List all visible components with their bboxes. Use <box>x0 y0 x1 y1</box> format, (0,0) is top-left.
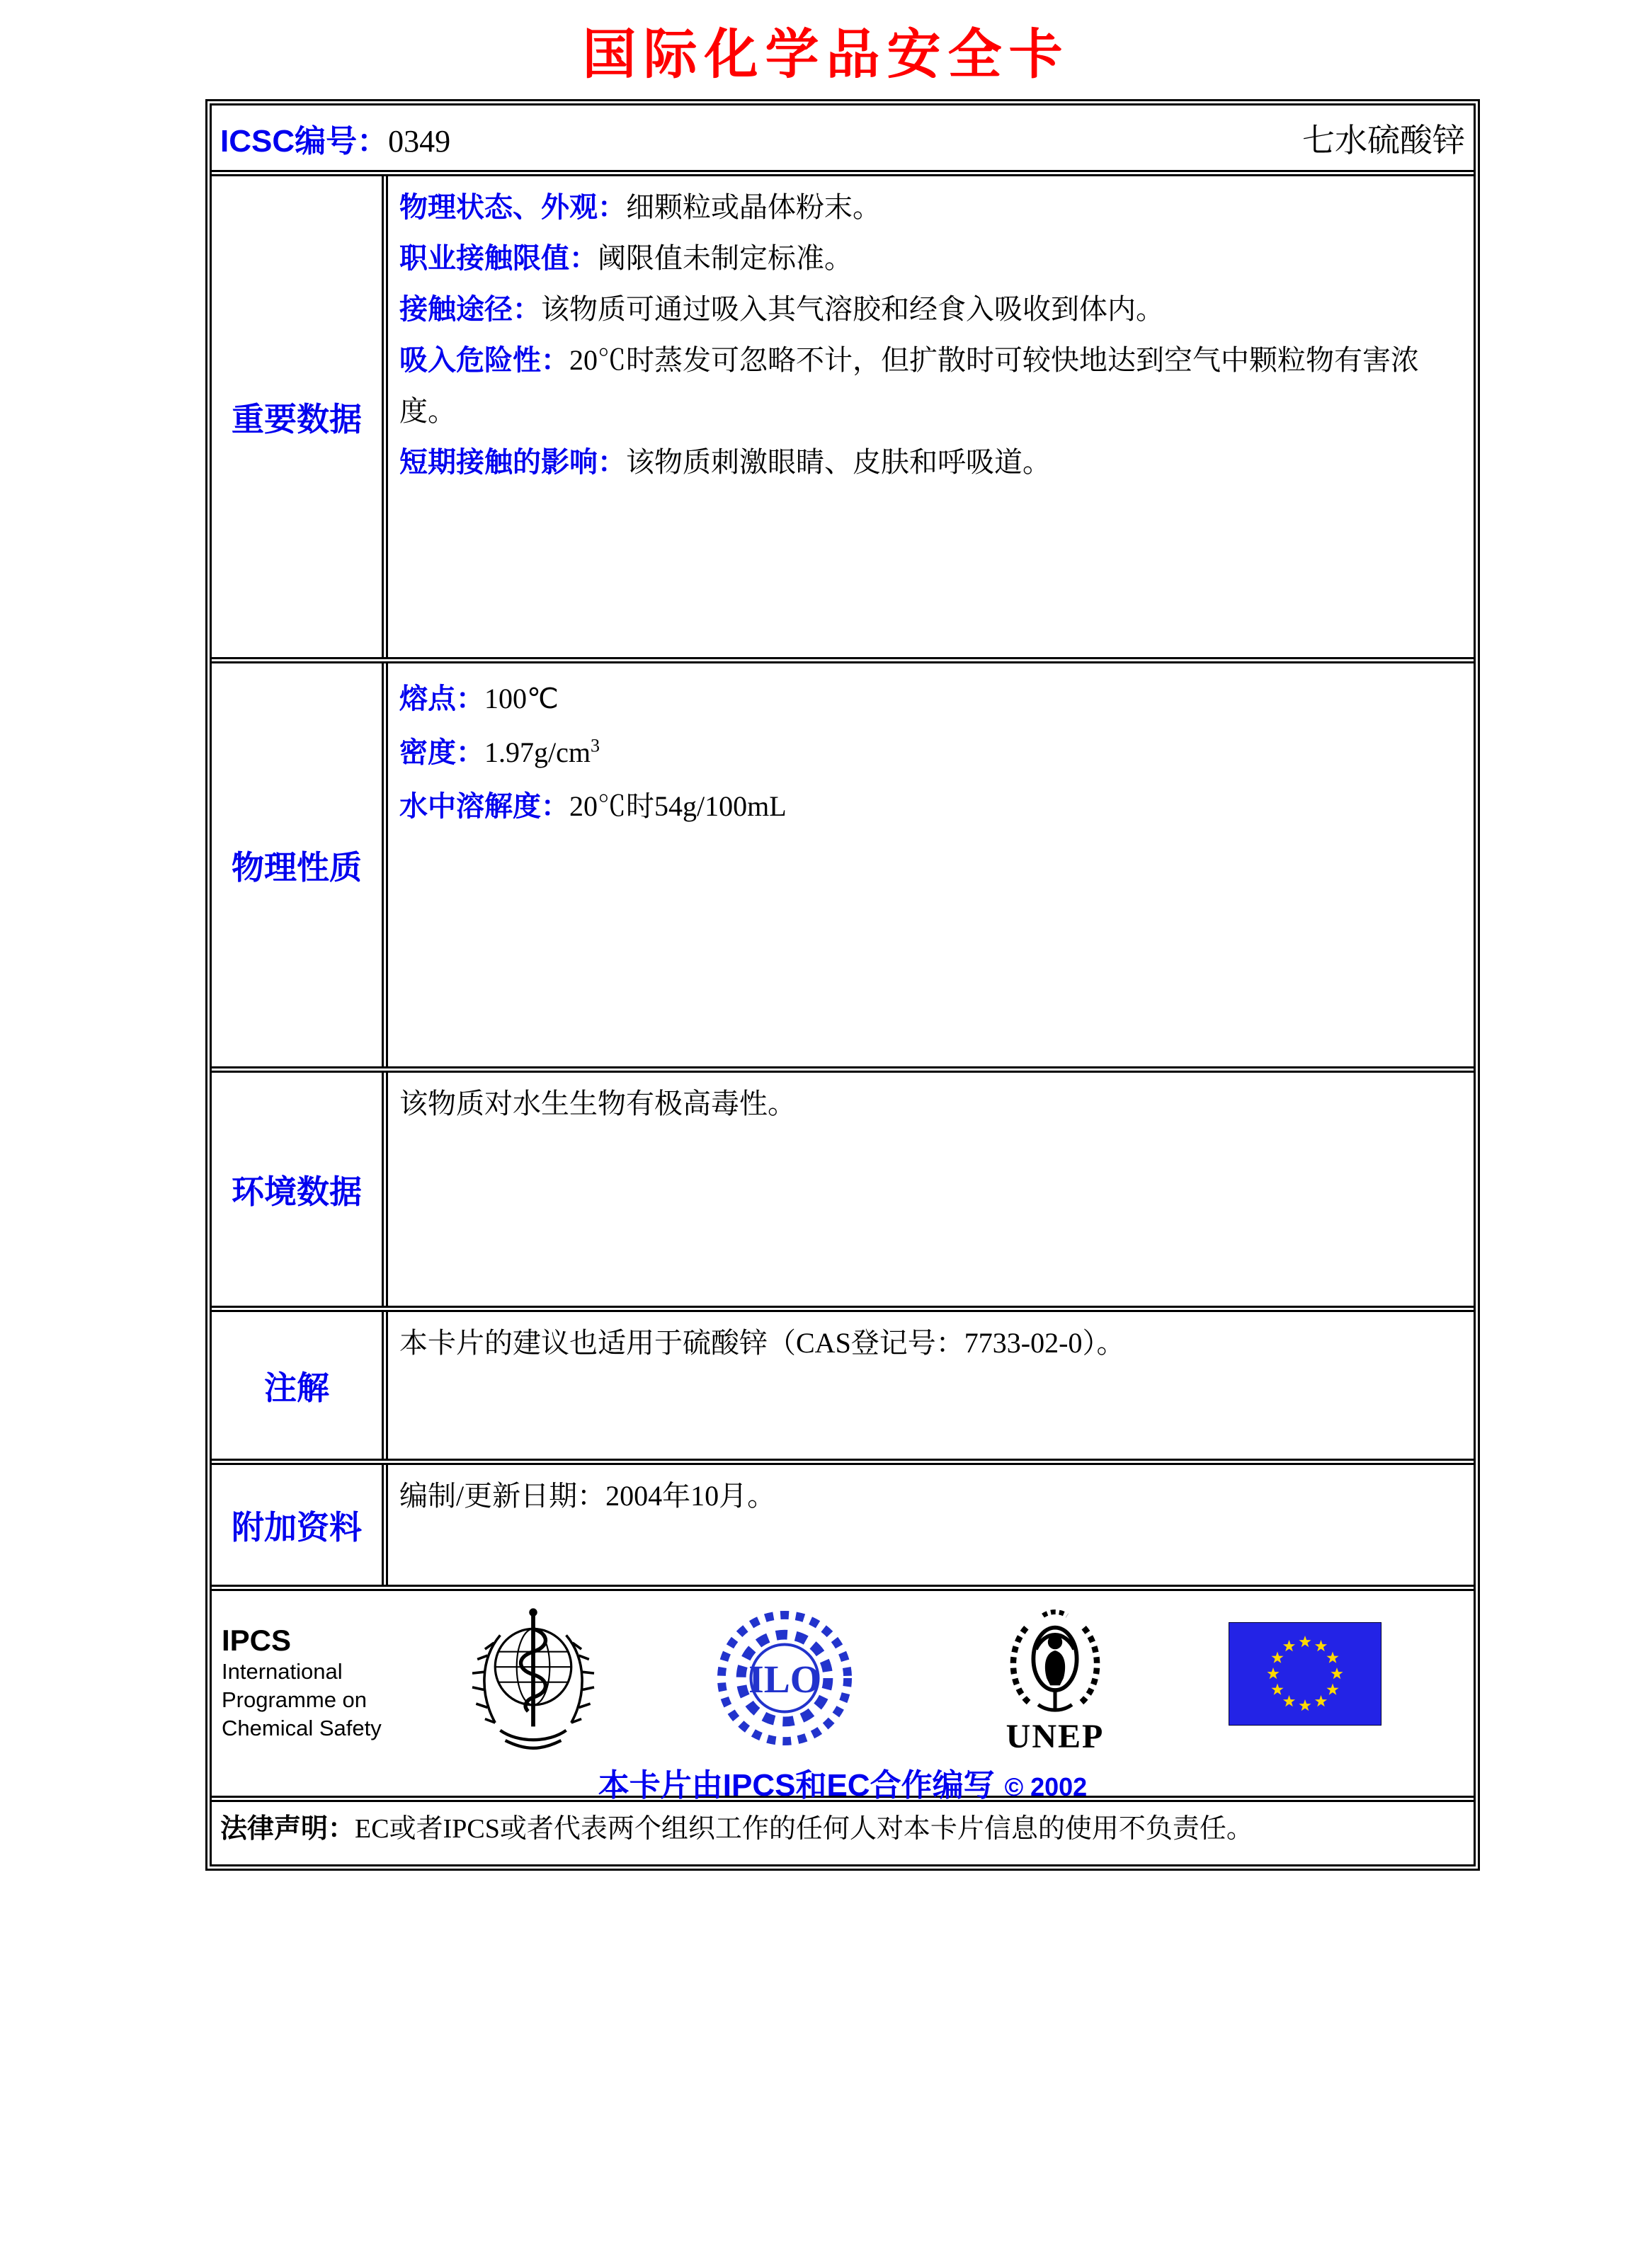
section-notes <box>212 1312 1474 1465</box>
ipcs-line-1: International <box>222 1659 343 1684</box>
notes-heading: 注解 <box>212 1312 388 1459</box>
substance-name: 七水硫酸锌 <box>1302 122 1465 159</box>
ipcs-line-2: Programme on <box>222 1687 368 1712</box>
cooperation-caption-text: 本卡片由IPCS和EC合作编写 <box>598 1768 995 1803</box>
unep-logo-block <box>995 1601 1115 1755</box>
routes-label: 接触途径： <box>399 294 541 325</box>
important-data-content <box>388 176 1474 657</box>
important-item-routes <box>399 284 1462 335</box>
important-item-exposure-limit <box>399 233 1462 284</box>
solubility-label: 水中溶解度： <box>399 791 569 822</box>
important-data-heading: 重要数据 <box>212 176 388 657</box>
icsc-number-value: 0349 <box>388 123 451 159</box>
appearance-text: 细颗粒或晶体粉末。 <box>626 191 881 223</box>
section-additional-info <box>212 1465 1474 1591</box>
physical-properties-content <box>388 663 1474 1066</box>
short-term-label: 短期接触的影响： <box>399 447 626 478</box>
additional-info-heading: 附加资料 <box>212 1465 388 1585</box>
routes-text: 该物质可通过吸入其气溶胶和经食入吸收到体内。 <box>541 293 1164 325</box>
cooperation-caption <box>212 1760 1474 1805</box>
density-exponent: 3 <box>590 735 600 756</box>
density-row <box>399 726 1462 780</box>
section-important-data <box>212 176 1474 663</box>
short-term-text: 该物质刺激眼睛、皮肤和呼吸道。 <box>626 446 1051 478</box>
legal-notice-label: 法律声明： <box>220 1814 355 1844</box>
solubility-row <box>399 780 1462 833</box>
card-header-row <box>212 106 1474 176</box>
ipcs-acronym: IPCS <box>222 1624 292 1657</box>
unep-emblem-icon <box>995 1601 1115 1716</box>
legal-notice-row <box>212 1802 1474 1864</box>
icsc-number-group <box>220 115 450 161</box>
icsc-number-label: ICSC编号： <box>220 123 389 159</box>
environmental-data-text: 该物质对水生生物有极高毒性。 <box>399 1088 796 1119</box>
inhalation-risk-label: 吸入危险性： <box>399 345 569 376</box>
appearance-label: 物理状态、外观： <box>399 192 626 223</box>
density-label: 密度： <box>399 737 484 768</box>
physical-properties-heading: 物理性质 <box>212 663 388 1066</box>
solubility-value: 20℃时54g/100mL <box>569 790 787 822</box>
melting-point-row <box>399 672 1462 726</box>
unep-wordmark: UNEP <box>1006 1718 1105 1755</box>
environmental-data-heading: 环境数据 <box>212 1073 388 1306</box>
organizations-footer-row <box>212 1591 1474 1802</box>
eu-flag-icon <box>1229 1622 1382 1726</box>
section-physical-properties <box>212 663 1474 1073</box>
inhalation-risk-text: 20℃时蒸发可忽略不计，但扩散时可较快地达到空气中颗粒物有害浓度。 <box>399 344 1419 427</box>
copyright-text: © 2002 <box>1004 1772 1088 1801</box>
additional-info-text: 编制/更新日期：2004年10月。 <box>399 1480 776 1512</box>
legal-notice-text: EC或者IPCS或者代表两个组织工作的任何人对本卡片信息的使用不负责任。 <box>355 1814 1253 1844</box>
important-item-appearance <box>399 182 1462 233</box>
exposure-limit-text: 阈限值未制定标准。 <box>598 242 853 274</box>
safety-card-table <box>205 99 1480 1871</box>
ipcs-text-block <box>222 1601 399 1743</box>
ipcs-line-3: Chemical Safety <box>222 1716 382 1740</box>
who-logo-icon <box>469 1601 597 1753</box>
section-environmental-data <box>212 1073 1474 1312</box>
important-item-inhalation-risk <box>399 335 1462 437</box>
notes-text: 本卡片的建议也适用于硫酸锌（CAS登记号：7733-02-0）。 <box>399 1327 1125 1359</box>
density-value: 1.97g/cm <box>484 736 591 768</box>
melting-point-label: 熔点： <box>399 683 484 714</box>
ilo-logo-icon <box>714 1608 855 1748</box>
important-item-short-term <box>399 437 1462 488</box>
ilo-letters: ILO <box>748 1657 821 1701</box>
melting-point-value: 100℃ <box>484 683 559 714</box>
exposure-limit-label: 职业接触限值： <box>399 243 598 274</box>
page-title: 国际化学品安全卡 <box>582 25 1070 85</box>
logo-strip <box>212 1601 1474 1755</box>
